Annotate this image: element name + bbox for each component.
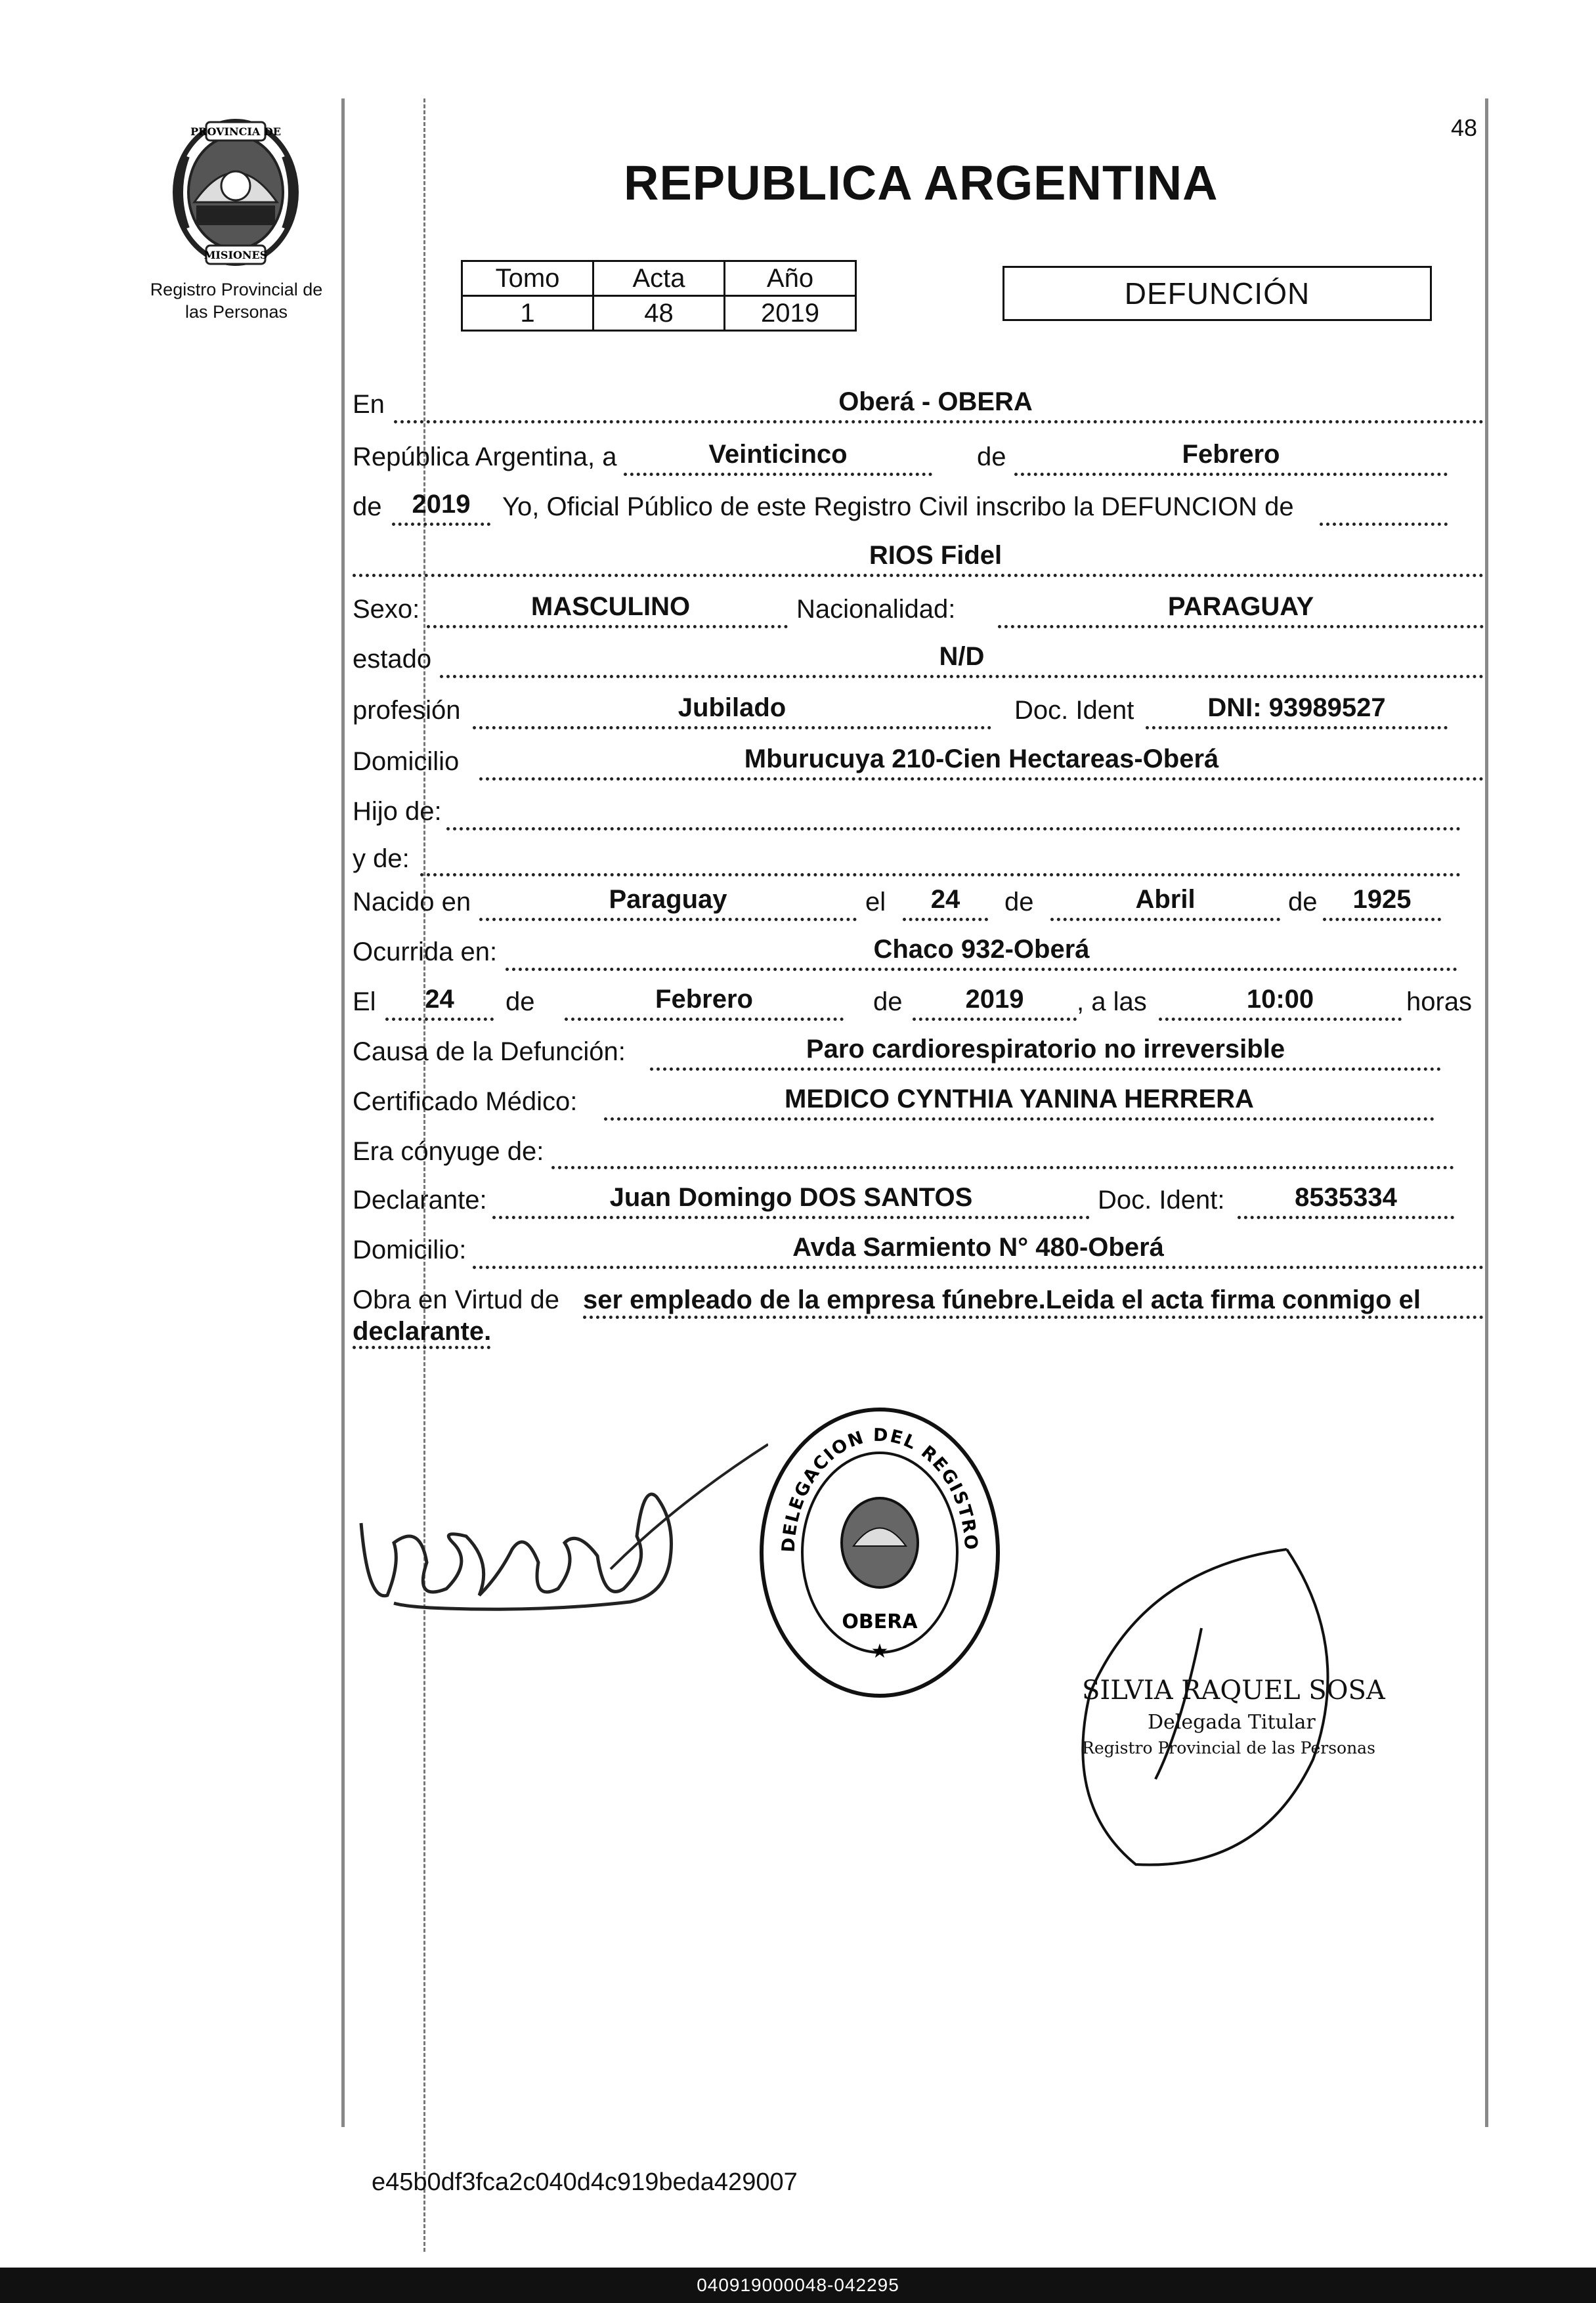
de-label-2: de	[353, 492, 382, 521]
table-header-anio: Año	[725, 261, 856, 296]
table-header-tomo: Tomo	[462, 261, 593, 296]
doc-value: DNI: 93989527	[1207, 693, 1386, 722]
causa-label: Causa de la Defunción:	[353, 1037, 626, 1066]
seal-bottom-text: OBERA	[842, 1610, 918, 1633]
nacionalidad-dotted-line	[998, 625, 1484, 628]
nac-dia-value: 24	[930, 885, 960, 914]
sexo-dotted-line	[427, 625, 788, 628]
horas-label: horas	[1406, 987, 1473, 1016]
record-type-box: DEFUNCIÓN	[1003, 266, 1432, 321]
nac-dia-dotted-line	[903, 918, 988, 921]
domicilio-dotted-line	[479, 777, 1484, 781]
day-dotted-line	[624, 473, 932, 476]
nac-anio-dotted-line	[1323, 918, 1441, 921]
certificado-label: Certificado Médico:	[353, 1087, 578, 1116]
de-label-1: de	[977, 442, 1006, 471]
de-label-3: de	[1004, 888, 1034, 916]
declarant-signature	[348, 1431, 768, 1641]
yo-dotted-line	[1320, 523, 1448, 526]
obra-label: Obra en Virtud de	[353, 1285, 560, 1314]
domicilio2-label: Domicilio:	[353, 1236, 467, 1264]
year-value: 2019	[412, 490, 471, 519]
place-dotted-line	[394, 420, 1484, 423]
nac-mes-dotted-line	[1050, 918, 1280, 921]
obra-text-line2: declarante.	[353, 1317, 492, 1346]
estado-dotted-line	[440, 675, 1484, 678]
def-mes-value: Febrero	[655, 985, 753, 1014]
month-value: Febrero	[1182, 440, 1280, 469]
sexo-value: MASCULINO	[530, 592, 691, 621]
nacionalidad-value: PARAGUAY	[1167, 592, 1314, 621]
registry-name-line2: las Personas	[184, 302, 288, 322]
left-margin-line	[341, 98, 345, 2127]
de-label-4: de	[1288, 888, 1318, 916]
def-dia-dotted-line	[385, 1018, 494, 1021]
conyuge-dotted-line	[551, 1166, 1454, 1169]
alas-label: , a las	[1077, 987, 1147, 1016]
estado-label: estado	[353, 645, 432, 674]
nacido-lugar-value: Paraguay	[609, 885, 727, 914]
place-value: Oberá - OBERA	[838, 387, 1033, 416]
official-signature-loop	[1050, 1530, 1346, 1884]
table-header-acta: Acta	[593, 261, 725, 296]
profesion-value: Jubilado	[678, 693, 787, 722]
right-margin-line	[1485, 98, 1488, 2127]
deceased-name-value: RIOS Fidel	[869, 541, 1003, 570]
profesion-dotted-line	[473, 726, 991, 729]
hora-value: 10:00	[1246, 985, 1314, 1014]
nac-anio-value: 1925	[1352, 885, 1412, 914]
official-stamp-org: Registro Provincial de las Personas	[1082, 1738, 1375, 1757]
yde-dotted-line	[420, 873, 1461, 876]
estado-value: N/D	[939, 642, 985, 671]
page-number: 48	[1451, 114, 1478, 141]
barcode-strip	[0, 2268, 1596, 2303]
nacionalidad-label: Nacionalidad:	[796, 595, 956, 624]
svg-text:★: ★	[871, 1640, 889, 1663]
obra-dotted-line1	[583, 1316, 1484, 1319]
def-mes-dotted-line	[565, 1018, 844, 1021]
yde-label: y de:	[353, 844, 410, 873]
yo-statement: Yo, Oficial Público de este Registro Civil inscribo la DEFUNCION de	[502, 492, 1294, 521]
profesion-label: profesión	[353, 696, 461, 725]
domicilio2-dotted-line	[473, 1266, 1484, 1269]
declarante-label: Declarante:	[353, 1186, 487, 1215]
table-value-acta: 48	[593, 296, 725, 331]
doc-label: Doc. Ident	[1014, 696, 1134, 725]
doc2-dotted-line	[1238, 1216, 1454, 1219]
ocurrida-value: Chaco 932-Oberá	[873, 935, 1090, 964]
def-anio-dotted-line	[913, 1018, 1077, 1021]
document-hash: e45b0df3fca2c040d4c919beda429007	[372, 2168, 798, 2196]
de-label-6: de	[873, 987, 903, 1016]
el-label: el	[865, 888, 886, 916]
def-dia-value: 24	[425, 985, 454, 1014]
logo-bottom-lettering: MISIONES	[204, 249, 268, 261]
nacido-label: Nacido en	[353, 888, 471, 916]
page-title: REPUBLICA ARGENTINA	[624, 156, 1219, 210]
hijo-label: Hijo de:	[353, 797, 442, 826]
hora-dotted-line	[1159, 1018, 1402, 1021]
domicilio-value: Mburucuya 210-Cien Hectareas-Oberá	[744, 744, 1219, 773]
obra-dotted-line2	[353, 1346, 490, 1349]
declarante-dotted-line	[492, 1216, 1090, 1219]
delegation-seal-stamp	[755, 1405, 1004, 1700]
doc2-label: Doc. Ident:	[1098, 1186, 1225, 1215]
official-stamp-role: Delegada Titular	[1148, 1711, 1316, 1734]
doc2-value: 8535334	[1295, 1183, 1397, 1212]
month-dotted-line	[1014, 473, 1448, 476]
nac-mes-value: Abril	[1135, 885, 1196, 914]
causa-dotted-line	[650, 1067, 1441, 1071]
causa-value: Paro cardiorespiratorio no irreversible	[806, 1035, 1285, 1064]
hijo-dotted-line	[446, 827, 1461, 830]
certificado-dotted-line	[604, 1117, 1434, 1121]
declarante-value: Juan Domingo DOS SANTOS	[609, 1183, 973, 1212]
year-dotted-line	[392, 523, 490, 526]
name-dotted-line	[353, 574, 1484, 577]
certificado-value: MEDICO CYNTHIA YANINA HERRERA	[785, 1085, 1254, 1113]
obra-text-line1: ser empleado de la empresa fúnebre.Leida el acta firma conmigo el	[583, 1285, 1421, 1314]
en-label: En	[353, 390, 385, 419]
conyuge-label: Era cónyuge de:	[353, 1137, 544, 1166]
sexo-label: Sexo:	[353, 595, 420, 624]
official-stamp-name: SILVIA RAQUEL SOSA	[1082, 1675, 1385, 1706]
province-logo	[160, 117, 311, 268]
def-anio-value: 2019	[965, 985, 1024, 1014]
domicilio-label: Domicilio	[353, 747, 460, 776]
day-words-value: Veinticinco	[708, 440, 848, 469]
seal-ring-text: DELEGACION DEL REGISTRO	[778, 1425, 981, 1553]
de-label-5: de	[506, 987, 535, 1016]
ocurrida-dotted-line	[506, 968, 1457, 971]
logo-top-lettering: PROVINCIA DE	[190, 125, 281, 138]
domicilio2-value: Avda Sarmiento N° 480-Oberá	[792, 1233, 1164, 1262]
barcode-number: 040919000048-042295	[697, 2275, 899, 2295]
el2-label: El	[353, 987, 376, 1016]
table-value-anio: 2019	[725, 296, 856, 331]
republica-label: República Argentina, a	[353, 442, 617, 471]
nacido-lugar-dotted-line	[479, 918, 857, 921]
table-value-tomo: 1	[462, 296, 593, 331]
tomo-acta-anio-table	[461, 260, 857, 332]
doc-dotted-line	[1146, 726, 1448, 729]
ocurrida-label: Ocurrida en:	[353, 937, 498, 966]
registry-name-line1: Registro Provincial de	[150, 280, 323, 299]
